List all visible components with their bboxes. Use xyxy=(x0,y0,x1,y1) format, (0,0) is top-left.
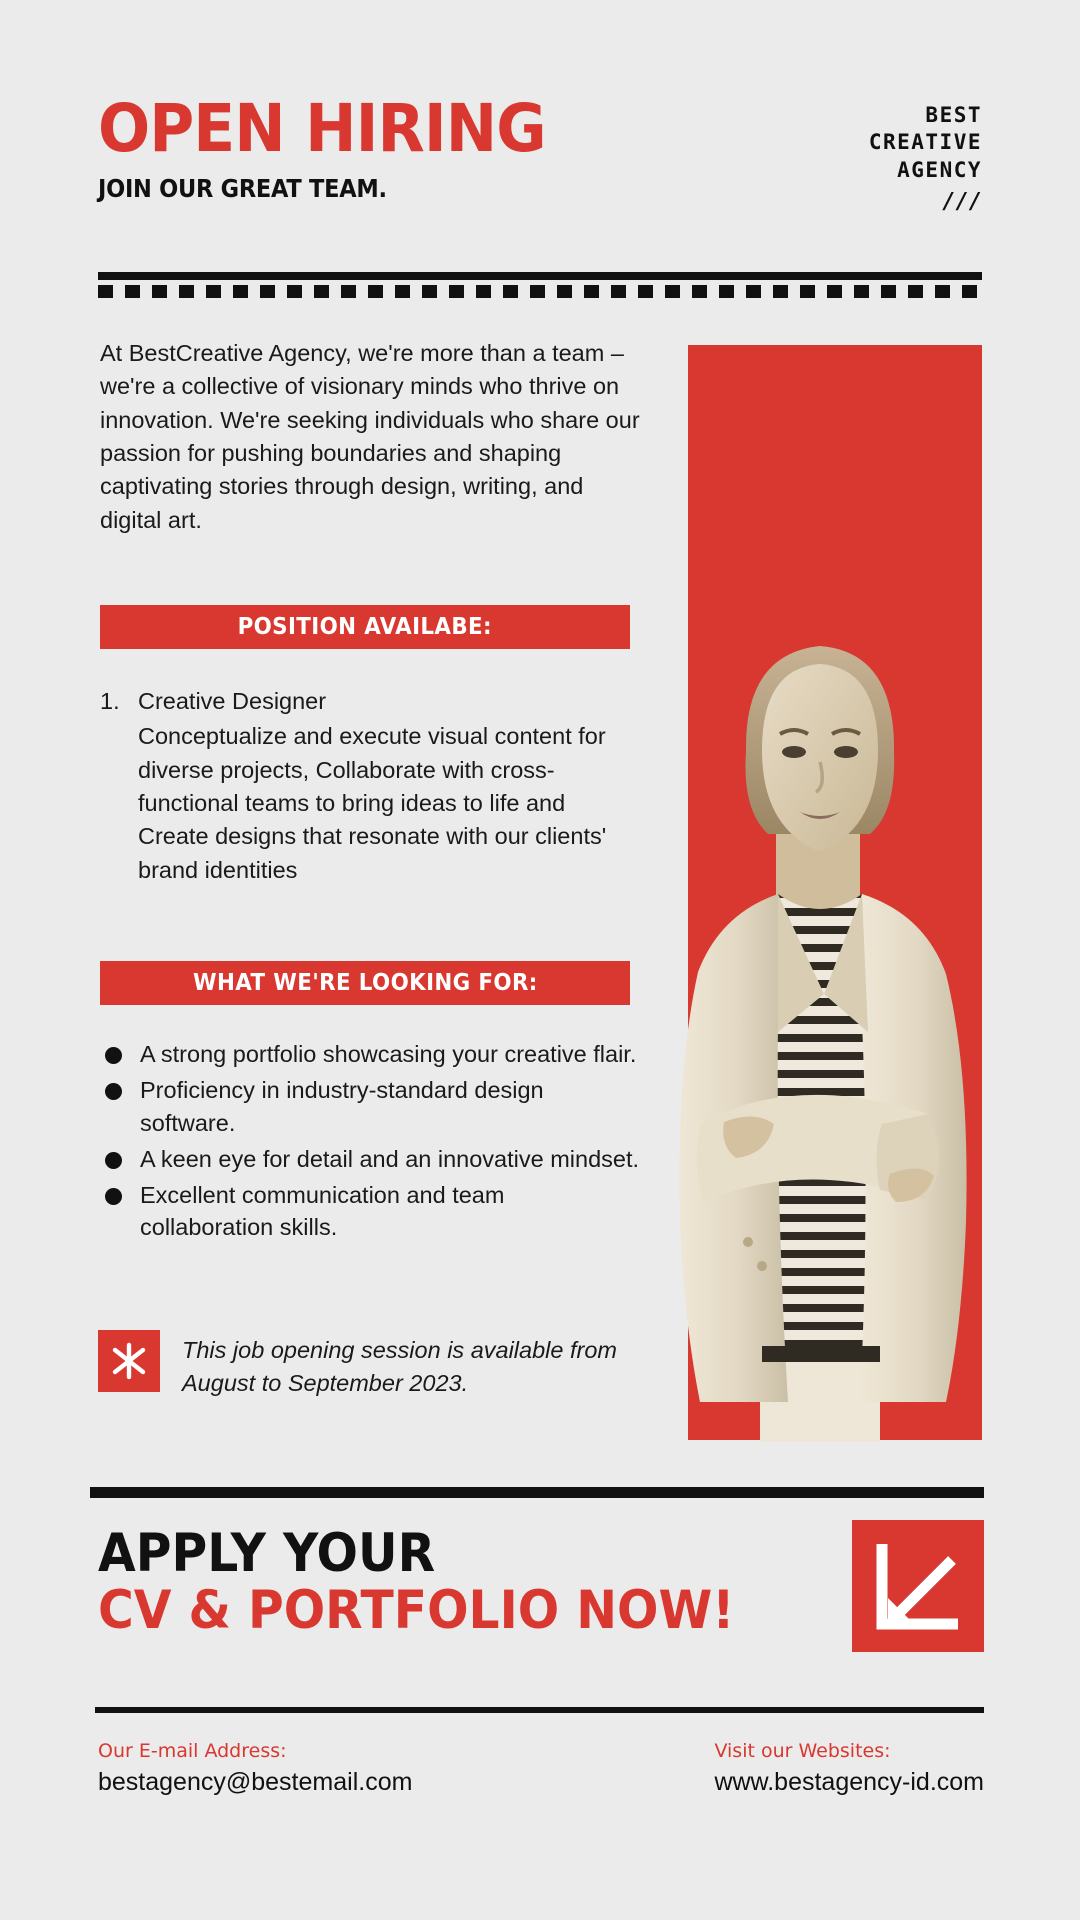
call-to-action xyxy=(98,1523,790,1642)
positions-list xyxy=(100,685,635,887)
position-title: Creative Designer xyxy=(138,688,327,714)
availability-note xyxy=(98,1330,643,1400)
email-label: Our E-mail Address: xyxy=(98,1740,287,1762)
page-title: OPEN HIRING xyxy=(98,90,546,167)
divider-solid-bottom xyxy=(90,1487,984,1498)
email-block xyxy=(98,1740,412,1797)
website-value[interactable]: www.bestagency-id.com xyxy=(714,1768,984,1796)
list-item: Proficiency in industry-standard design software. xyxy=(100,1074,640,1140)
position-number: 1. xyxy=(100,688,120,714)
list-item xyxy=(100,685,635,887)
website-label: Visit our Websites: xyxy=(714,1740,891,1762)
section-heading-requirements-label: WHAT WE'RE LOOKING FOR: xyxy=(192,970,538,996)
brand-line-3: AGENCY xyxy=(897,157,982,182)
slash-mark-icon: /// xyxy=(942,188,982,214)
asterisk-icon xyxy=(98,1330,160,1392)
email-value[interactable]: bestagency@bestemail.com xyxy=(98,1768,413,1796)
arrow-down-left-icon xyxy=(852,1520,984,1652)
brand-line-1: BEST xyxy=(925,103,982,127)
brand-logo xyxy=(869,102,982,216)
list-item: A keen eye for detail and an innovative mindset. xyxy=(100,1143,640,1176)
intro-paragraph: At BestCreative Agency, we're more than a team – we're a collective of visionary minds who thrive on innovation. We're seeking individuals who share our passion for pushing boundaries and shaping captivating stories through design, writing, and digital art. xyxy=(100,340,640,533)
contact-info xyxy=(98,1740,984,1797)
position-description: Conceptualize and execute visual content for diverse projects, Collaborate with cross-functional teams to bring ideas to life and Create designs that resonate with our clients' brand identities xyxy=(138,723,607,883)
position-body xyxy=(138,685,635,887)
brand-line-2: CREATIVE xyxy=(868,130,982,155)
divider-solid-footer xyxy=(95,1707,984,1713)
list-item: Excellent communication and team collaboration skills. xyxy=(100,1179,640,1245)
portrait-photo xyxy=(628,602,1018,1442)
cta-line-1: APPLY YOUR xyxy=(98,1523,436,1584)
poster-header xyxy=(98,90,982,226)
divider-solid-top xyxy=(98,272,982,280)
section-heading-positions-label: POSITION AVAILABE: xyxy=(237,614,493,640)
section-heading-requirements xyxy=(100,961,630,1005)
website-block xyxy=(714,1740,984,1797)
list-item: A strong portfolio showcasing your creative flair. xyxy=(100,1038,640,1071)
page-subtitle: JOIN OUR GREAT TEAM. xyxy=(98,174,387,203)
title-block xyxy=(98,90,579,203)
requirements-list xyxy=(100,1038,640,1247)
cta-line-2: CV & PORTFOLIO NOW! xyxy=(98,1580,735,1642)
section-heading-positions xyxy=(100,605,630,649)
divider-dashed-top xyxy=(98,285,982,298)
availability-note-text: This job opening session is available from August to September 2023. xyxy=(182,1337,617,1396)
